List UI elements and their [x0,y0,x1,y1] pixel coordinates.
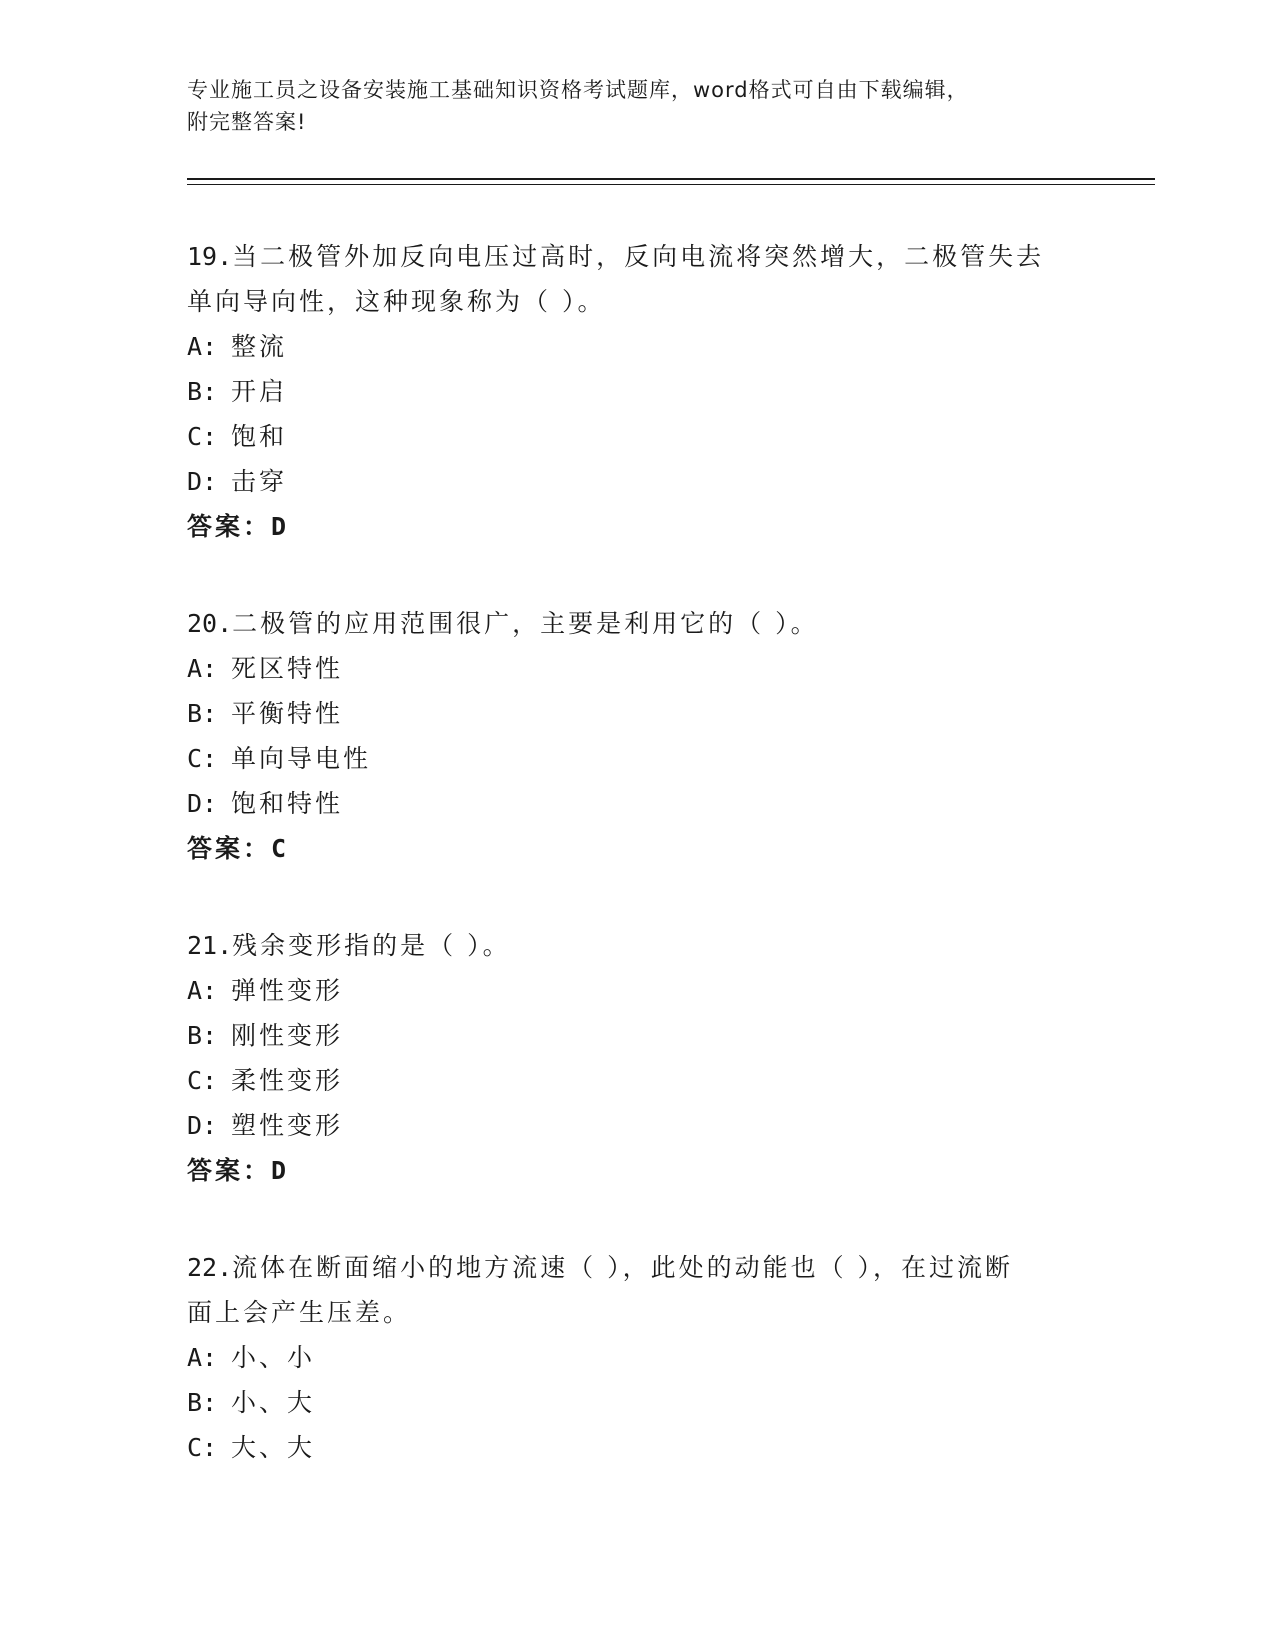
option-key: A: [187,654,218,683]
question-text [187,234,1087,279]
answer-value: C [271,834,290,863]
question-19 [187,234,1087,549]
option-c [187,414,1087,459]
answer-line [187,504,1087,549]
option-key: D: [187,789,218,818]
question-number: 21. [187,931,233,960]
question-text-continued: 面上会产生压差。 [187,1298,412,1327]
option-c [187,1425,1087,1470]
answer-label: 答案： [187,834,272,863]
option-text: 死区特性 [231,654,344,683]
option-text: 小、大 [231,1388,316,1417]
answer-line [187,826,1087,871]
option-key: D: [187,1111,218,1140]
answer-label: 答案： [187,512,272,541]
option-key: A: [187,1343,218,1372]
document-header [187,74,1087,138]
option-text: 击穿 [231,467,288,496]
option-a [187,968,1087,1013]
option-text: 整流 [231,332,288,361]
option-b [187,1013,1087,1058]
question-text [187,923,1087,968]
question-number: 19. [187,242,233,271]
option-d [187,781,1087,826]
answer-value: D [271,1156,290,1185]
option-b [187,691,1087,736]
option-key: C: [187,1066,218,1095]
option-a [187,324,1087,369]
question-21 [187,923,1087,1193]
option-text: 饱和 [231,422,288,451]
option-d [187,1103,1087,1148]
answer-value: D [271,512,290,541]
question-text [187,601,1087,646]
question-number: 22. [187,1253,233,1282]
option-c [187,1058,1087,1103]
question-text-continued: 单向导向性，这种现象称为（ ）。 [187,287,606,316]
question-text-line: 残余变形指的是（ ）。 [232,931,511,960]
question-22 [187,1245,1087,1470]
option-b [187,1380,1087,1425]
option-key: C: [187,1433,218,1462]
option-text: 饱和特性 [231,789,344,818]
option-b [187,369,1087,414]
question-text-line: 二极管的应用范围很广，主要是利用它的（ ）。 [232,609,819,638]
header-line-1: 专业施工员之设备安装施工基础知识资格考试题库，word格式可自由下载编辑， [187,78,969,102]
option-a [187,1335,1087,1380]
option-key: C: [187,422,218,451]
option-c [187,736,1087,781]
question-list [187,234,1087,1522]
option-text: 塑性变形 [231,1111,344,1140]
option-text: 开启 [231,377,288,406]
option-key: D: [187,467,218,496]
option-key: B: [187,377,218,406]
header-line-2: 附完整答案! [187,110,307,134]
question-text-line: 流体在断面缩小的地方流速（ ），此处的动能也（ ），在过流断 [232,1253,1014,1282]
question-text [187,1245,1087,1290]
option-text: 柔性变形 [231,1066,344,1095]
option-text: 单向导电性 [231,744,372,773]
option-key: B: [187,1388,218,1417]
option-a [187,646,1087,691]
question-number: 20. [187,609,233,638]
option-key: B: [187,1021,218,1050]
option-key: B: [187,699,218,728]
option-text: 刚性变形 [231,1021,344,1050]
option-key: A: [187,332,218,361]
option-text: 平衡特性 [231,699,344,728]
option-key: C: [187,744,218,773]
option-text: 弹性变形 [231,976,344,1005]
answer-label: 答案： [187,1156,272,1185]
header-divider-thick [187,178,1155,180]
question-20 [187,601,1087,871]
question-text-line: 当二极管外加反向电压过高时，反向电流将突然增大，二极管失去 [232,242,1045,271]
option-d [187,459,1087,504]
option-text: 小、小 [231,1343,316,1372]
option-text: 大、大 [231,1433,316,1462]
option-key: A: [187,976,218,1005]
answer-line [187,1148,1087,1193]
header-divider-thin [187,184,1155,185]
